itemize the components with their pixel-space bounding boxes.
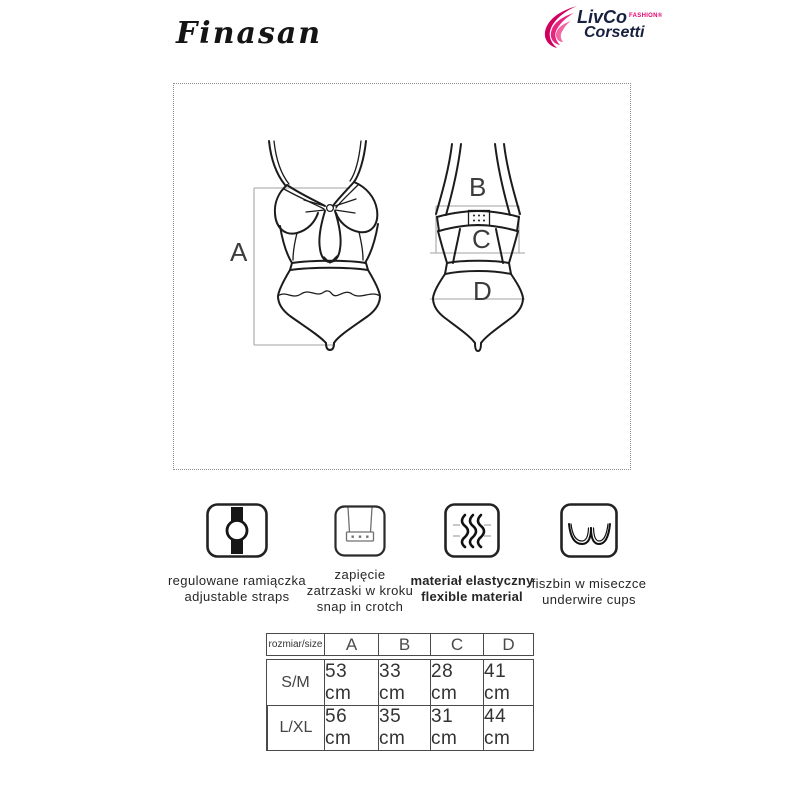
value-cell: 33 cm <box>378 660 430 705</box>
feature-caption-line: fiszbin w miseczce <box>531 576 647 591</box>
feature-caption-line: snap in crotch <box>316 599 404 614</box>
value-cell: 31 cm <box>430 705 483 750</box>
feature-caption-line: zatrzaski w kroku <box>306 583 414 598</box>
measure-label-a: A <box>230 237 248 267</box>
size-cell: L/XL <box>267 705 324 750</box>
feature-caption <box>514 576 664 608</box>
product-name: Finasan <box>176 16 323 51</box>
measure-label-c: C <box>472 224 491 254</box>
value-cell: 35 cm <box>378 705 430 750</box>
size-table-header-cell: rozmiar/size <box>268 639 323 650</box>
brand-swirl-icon <box>541 5 579 49</box>
size-table-header-cell: D <box>483 634 533 655</box>
measurement-diagram <box>173 83 631 470</box>
brand-fashion-tag: FASHION® <box>629 13 663 19</box>
value-cell: 41 cm <box>483 660 533 705</box>
flexible-material-icon <box>444 503 500 558</box>
value-cell: 56 cm <box>324 705 378 750</box>
adjustable-straps-icon <box>206 503 268 558</box>
size-table-header-cell: C <box>430 634 483 655</box>
feature-caption-line: underwire cups <box>542 592 636 607</box>
value-cell: 44 cm <box>483 705 533 750</box>
snap-crotch-icon <box>334 505 386 557</box>
feature-caption-line: flexible material <box>421 589 523 604</box>
feature-caption-line: regulowane ramiączka <box>167 573 307 588</box>
size-table-header-cell: B <box>378 634 430 655</box>
measure-label-b: B <box>469 172 487 202</box>
feature-caption-line: adjustable straps <box>184 589 290 604</box>
value-cell: 53 cm <box>324 660 378 705</box>
brand-name-bottom: Corsetti <box>584 24 645 41</box>
size-cell: S/M <box>281 673 310 691</box>
feature-underwire-cups <box>514 503 664 608</box>
garment-diagram-svg <box>174 84 630 469</box>
feature-caption-line: materiał elastyczny <box>410 573 534 588</box>
value-cell: 28 cm <box>430 660 483 705</box>
size-table-header-cell: A <box>324 634 378 655</box>
size-table-body <box>266 659 534 751</box>
size-table <box>266 633 534 751</box>
underwire-cups-icon <box>560 503 618 558</box>
brand-logo <box>541 5 663 51</box>
size-table-header <box>266 633 534 656</box>
feature-caption-line: zapięcie <box>334 567 386 582</box>
measure-label-d: D <box>473 276 492 306</box>
brand-name-top: LivCo <box>577 7 628 27</box>
front-view-drawing <box>269 141 380 350</box>
